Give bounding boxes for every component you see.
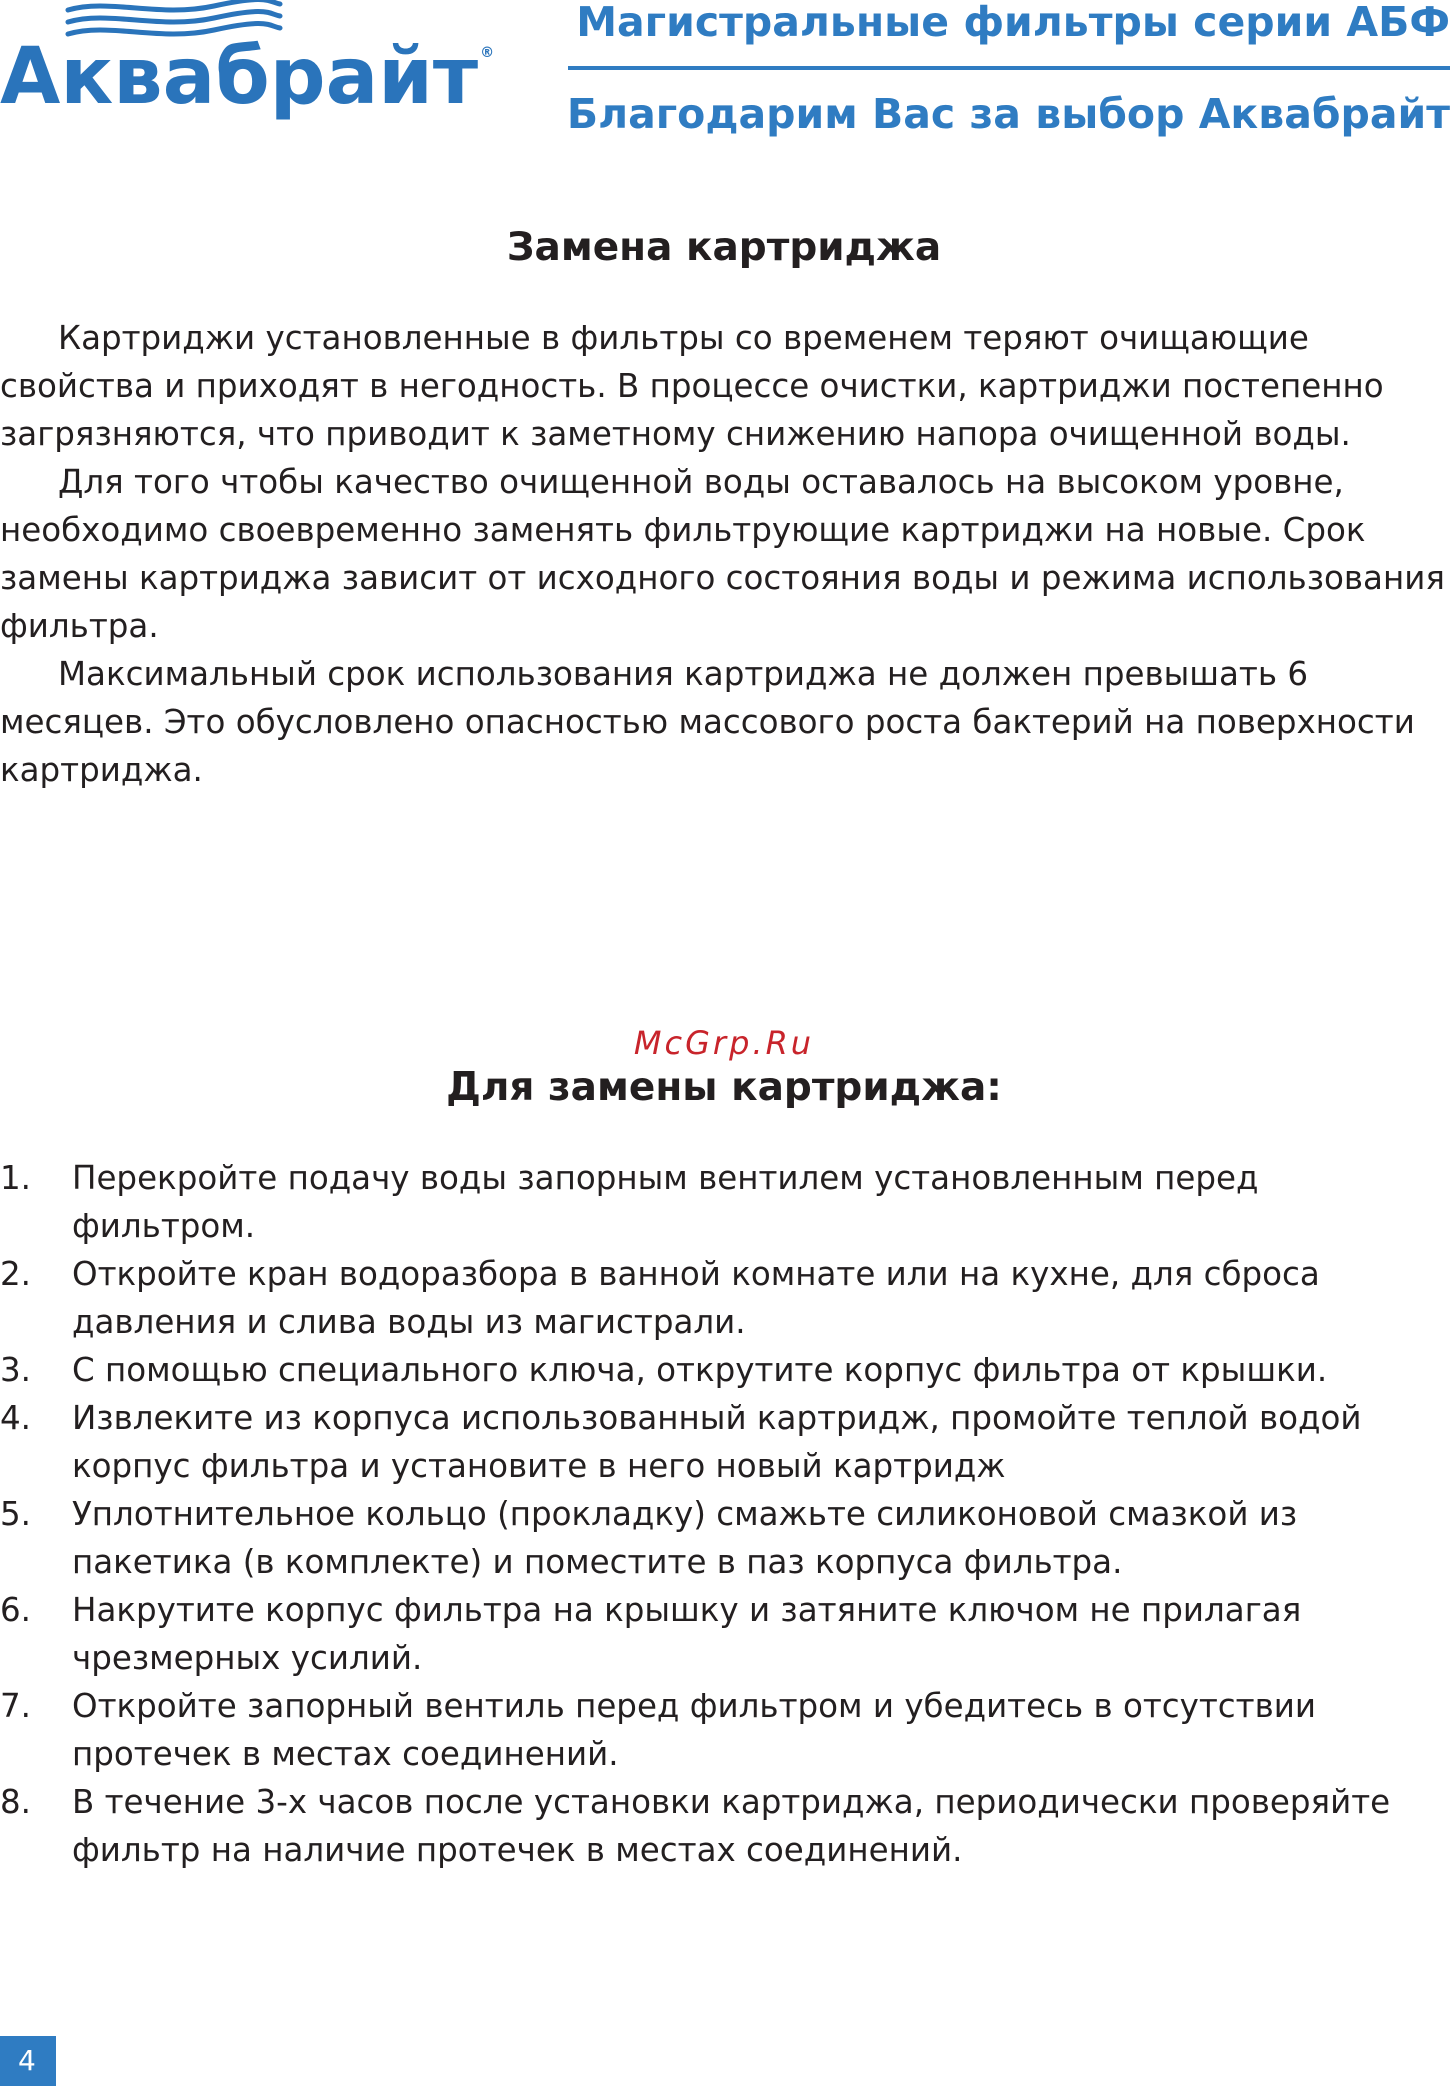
step-number: 6. [0,1591,32,1629]
step-number: 5. [0,1495,32,1533]
section-heading-replacement-steps: Для замены картриджа: [446,1065,1002,1110]
paragraph: Для того чтобы качество очищенной воды оставалось на высоком уровне, необходимо своевременно заменять фильтрующие картриджи на новые. Срок замены картриджа зависит от исходного состояния воды и режима использования фильтра. [0,463,1445,645]
paragraph: Максимальный срок использования картриджа не должен превышать 6 месяцев. Это обусловлено опасностью массового роста бактерий на поверхности картриджа. [0,655,1415,789]
list-item [0,1778,1448,1874]
step-text: Извлеките из корпуса использованный картридж, промойте теплой водой корпус фильтра и установите в него новый картридж [72,1399,1362,1485]
section-heading-cartridge-replacement: Замена картриджа [506,225,942,270]
brand-name: Аквабрайт ® [0,32,495,122]
step-text: В течение 3-х часов после установки картриджа, периодически проверяйте фильтр на наличие протечек в местах соединений. [72,1783,1391,1869]
registered-mark: ® [480,45,495,61]
watermark: McGrp.Ru [633,1024,815,1062]
step-number: 1. [0,1159,32,1197]
step-text: Откройте кран водоразбора в ванной комнате или на кухне, для сброса давления и слива воды из магистрали. [72,1255,1320,1341]
list-item [0,1154,1448,1250]
list-item [0,1250,1448,1346]
brand-logo [0,0,510,135]
step-number: 7. [0,1687,32,1725]
list-item [0,1346,1448,1394]
list-item [0,1586,1448,1682]
list-item [0,1490,1448,1586]
series-title: Магистральные фильтры серии АБФ [576,0,1450,46]
step-number: 4. [0,1399,32,1437]
header-divider [568,66,1450,70]
step-text: Уплотнительное кольцо (прокладку) смажьте силиконовой смазкой из пакетика (в комплекте) и поместите в паз корпуса фильтра. [72,1495,1298,1581]
step-text: Накрутите корпус фильтра на крышку и затяните ключом не прилагая чрезмерных усилий. [72,1591,1302,1677]
step-number: 8. [0,1783,32,1821]
list-item [0,1394,1448,1490]
cartridge-description [0,314,1448,794]
thanks-subtitle: Благодарим Вас за выбор Аквабрайт [566,90,1450,138]
list-item [0,1682,1448,1778]
step-number: 3. [0,1351,32,1389]
page-number: 4 [18,2044,36,2077]
page-number-badge [0,2036,56,2086]
step-number: 2. [0,1255,32,1293]
replacement-steps-list [0,1154,1448,1874]
step-text: С помощью специального ключа, открутите корпус фильтра от крышки. [72,1351,1328,1389]
step-text: Перекройте подачу воды запорным вентилем установленным перед фильтром. [72,1159,1259,1245]
step-text: Откройте запорный вентиль перед фильтром и убедитесь в отсутствии протечек в местах соединений. [72,1687,1316,1773]
paragraph: Картриджи установленные в фильтры со временем теряют очищающие свойства и приходят в негодность. В процессе очистки, картриджи постепенно загрязняются, что приводит к заметному снижению напора очищенной воды. [0,319,1384,453]
